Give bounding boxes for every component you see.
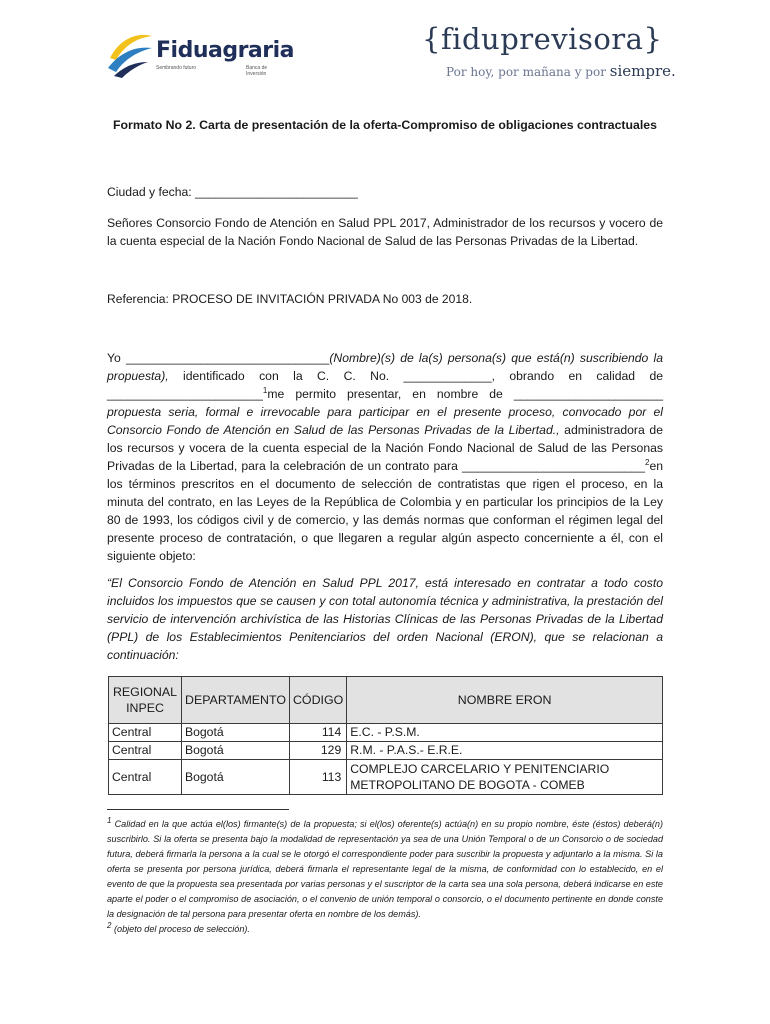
footnote-1-mark: 1	[107, 815, 112, 825]
header-regional	[109, 677, 182, 724]
footnote-2	[107, 922, 663, 937]
slogan-emphasis: siempre.	[609, 62, 676, 80]
yo-text-2: (Nombre)(s) de la(s) persona(s) que está(n) suscribiendo la propuesta),	[107, 351, 663, 383]
cell-nombre	[347, 760, 663, 795]
cell-nombre: R.M. - P.A.S.- E.R.E.	[347, 742, 663, 760]
fiduprevisora-logo	[422, 22, 676, 82]
header-codigo: CÓDIGO	[289, 677, 346, 724]
footnote-2-text: (objeto del proceso de selección).	[111, 924, 250, 934]
cell-codigo: 113	[289, 760, 346, 795]
cell-departamento: Bogotá	[182, 760, 290, 795]
fiduagraria-logo	[106, 28, 295, 80]
yo-text-3: identificado con la C. C. No. _____________, obrando en calidad de _______________________	[107, 369, 663, 401]
cell-regional: Central	[109, 760, 182, 795]
cell-departamento: Bogotá	[182, 742, 290, 760]
slogan-text: Por hoy, por mañana y por	[446, 65, 610, 79]
cell-nombre-line2: METROPOLITANO DE BOGOTA - COMEB	[350, 778, 585, 792]
table-row	[109, 724, 663, 742]
yo-text-5: propuesta seria, formal e irrevocable para participar en el presente proceso, convocado por el Consorcio Fondo de Atención en Salud de las Personas Privadas de la Libertad.,	[107, 405, 663, 437]
addressee-paragraph: Señores Consorcio Fondo de Atención en Salud PPL 2017, Administrador de los recursos y vocero de la cuenta especial de la Nación Fondo Nacional de Salud de las Personas Privadas de la Libertad.	[107, 216, 663, 248]
cell-regional: Central	[109, 724, 182, 742]
yo-text-1: Yo ______________________________	[107, 351, 330, 365]
document-body	[107, 118, 663, 937]
yo-text-6: administradora de los recursos y vocera de la cuenta especial de la Nación Fondo Nacional de Salud de las Personas Privadas de la Libertad, para la celebración de un contrato para ___________________________	[107, 423, 663, 473]
footnote-divider	[107, 809, 289, 810]
footnote-ref-2: 2	[644, 457, 650, 467]
fiduprevisora-slogan	[446, 62, 676, 80]
footnotes	[107, 817, 663, 937]
footnote-1	[107, 817, 663, 922]
header-nombre: NOMBRE ERON	[347, 677, 663, 724]
document-title: Formato No 2. Carta de presentación de la oferta-Compromiso de obligaciones contractuales	[113, 118, 657, 132]
reference-line: Referencia: PROCESO DE INVITACIÓN PRIVADA No 003 de 2018.	[107, 292, 473, 306]
table-row	[109, 760, 663, 795]
header-regional-line2: INPEC	[126, 701, 164, 715]
cell-codigo: 114	[289, 724, 346, 742]
header-departamento: DEPARTAMENTO	[182, 677, 290, 724]
object-quote: “El Consorcio Fondo de Atención en Salud PPL 2017, está interesado en contratar a todo costo incluidos los impuestos que se causen y con total autonomía técnica y administrativa, la prestación del servicio de intervención archivística de las Historias Clínicas de las Personas Privadas de la Libertad (PPL) de los Establecimientos Penitenciarios del orden Nacional (ERON), que se relacionan a continuación:	[107, 576, 663, 662]
footnote-ref-1: 1	[262, 385, 268, 395]
eron-table	[108, 676, 663, 795]
table-header-row	[109, 677, 663, 724]
page-header	[0, 22, 770, 82]
city-date-line: Ciudad y fecha: ________________________	[107, 185, 358, 199]
fiduagraria-wordmark: Fiduagraria	[156, 38, 295, 63]
yo-text-4: me permito presentar, en nombre de ______________________	[267, 387, 663, 401]
fiduagraria-tagline-right: Banca de Inversión	[246, 65, 268, 77]
cell-nombre: E.C. - P.S.M.	[347, 724, 663, 742]
cell-departamento: Bogotá	[182, 724, 290, 742]
cell-regional: Central	[109, 742, 182, 760]
fiduagraria-tagline-left: Sembrando futuro	[156, 65, 197, 71]
footnote-1-text: Calidad en la que actúa el(los) firmante(s) de la propuesta; si el(los) oferente(s) actúa(n) en su propio nombre, éste (éstos) deberá(n) suscribirlo. Si la oferta se presenta bajo la modalidad de representación ya sea de una Unión Temporal o de un Consorcio o de sociedad futura, deberá firmarla la persona a la cual se le otorgó el correspondiente poder para suscribir la propuesta y adjuntarlo a la misma. Si la oferta se presenta por persona jurídica, deberá firmarla el representante legal de la misma, de conformidad con lo establecido, en el evento de que la propuesta sea presentada por varias personas y el suscriptor de la carta sea una sola persona, deberá indicarse en este aparte el poder o el compromiso de asociación, o el convenio de unión temporal o consorcio, o el documento pertinente en donde conste la designación de tal persona para presentar oferta en nombre de los demás).	[107, 819, 663, 919]
cell-nombre-line1: COMPLEJO CARCELARIO Y PENITENCIARIO	[350, 762, 610, 776]
presentation-paragraph	[107, 349, 663, 565]
cell-codigo: 129	[289, 742, 346, 760]
swoosh-icon	[106, 28, 158, 80]
yo-text-7: en los términos prescritos en el documento de selección de contratistas que rigen el proceso, en la minuta del contrato, en las Leyes de la República de Colombia y en particular los principios de la Ley 80 de 1993, los códigos civil y de comercio, y las demás normas que conforman el régimen legal del presente proceso de contratación, o que llegaren a regular algún aspecto concerniente a él, con el siguiente objeto:	[107, 459, 663, 563]
table-row	[109, 742, 663, 760]
footnote-2-mark: 2	[107, 920, 112, 930]
header-regional-line1: REGIONAL	[112, 685, 178, 699]
fiduprevisora-wordmark: {fiduprevisora}	[422, 22, 663, 56]
